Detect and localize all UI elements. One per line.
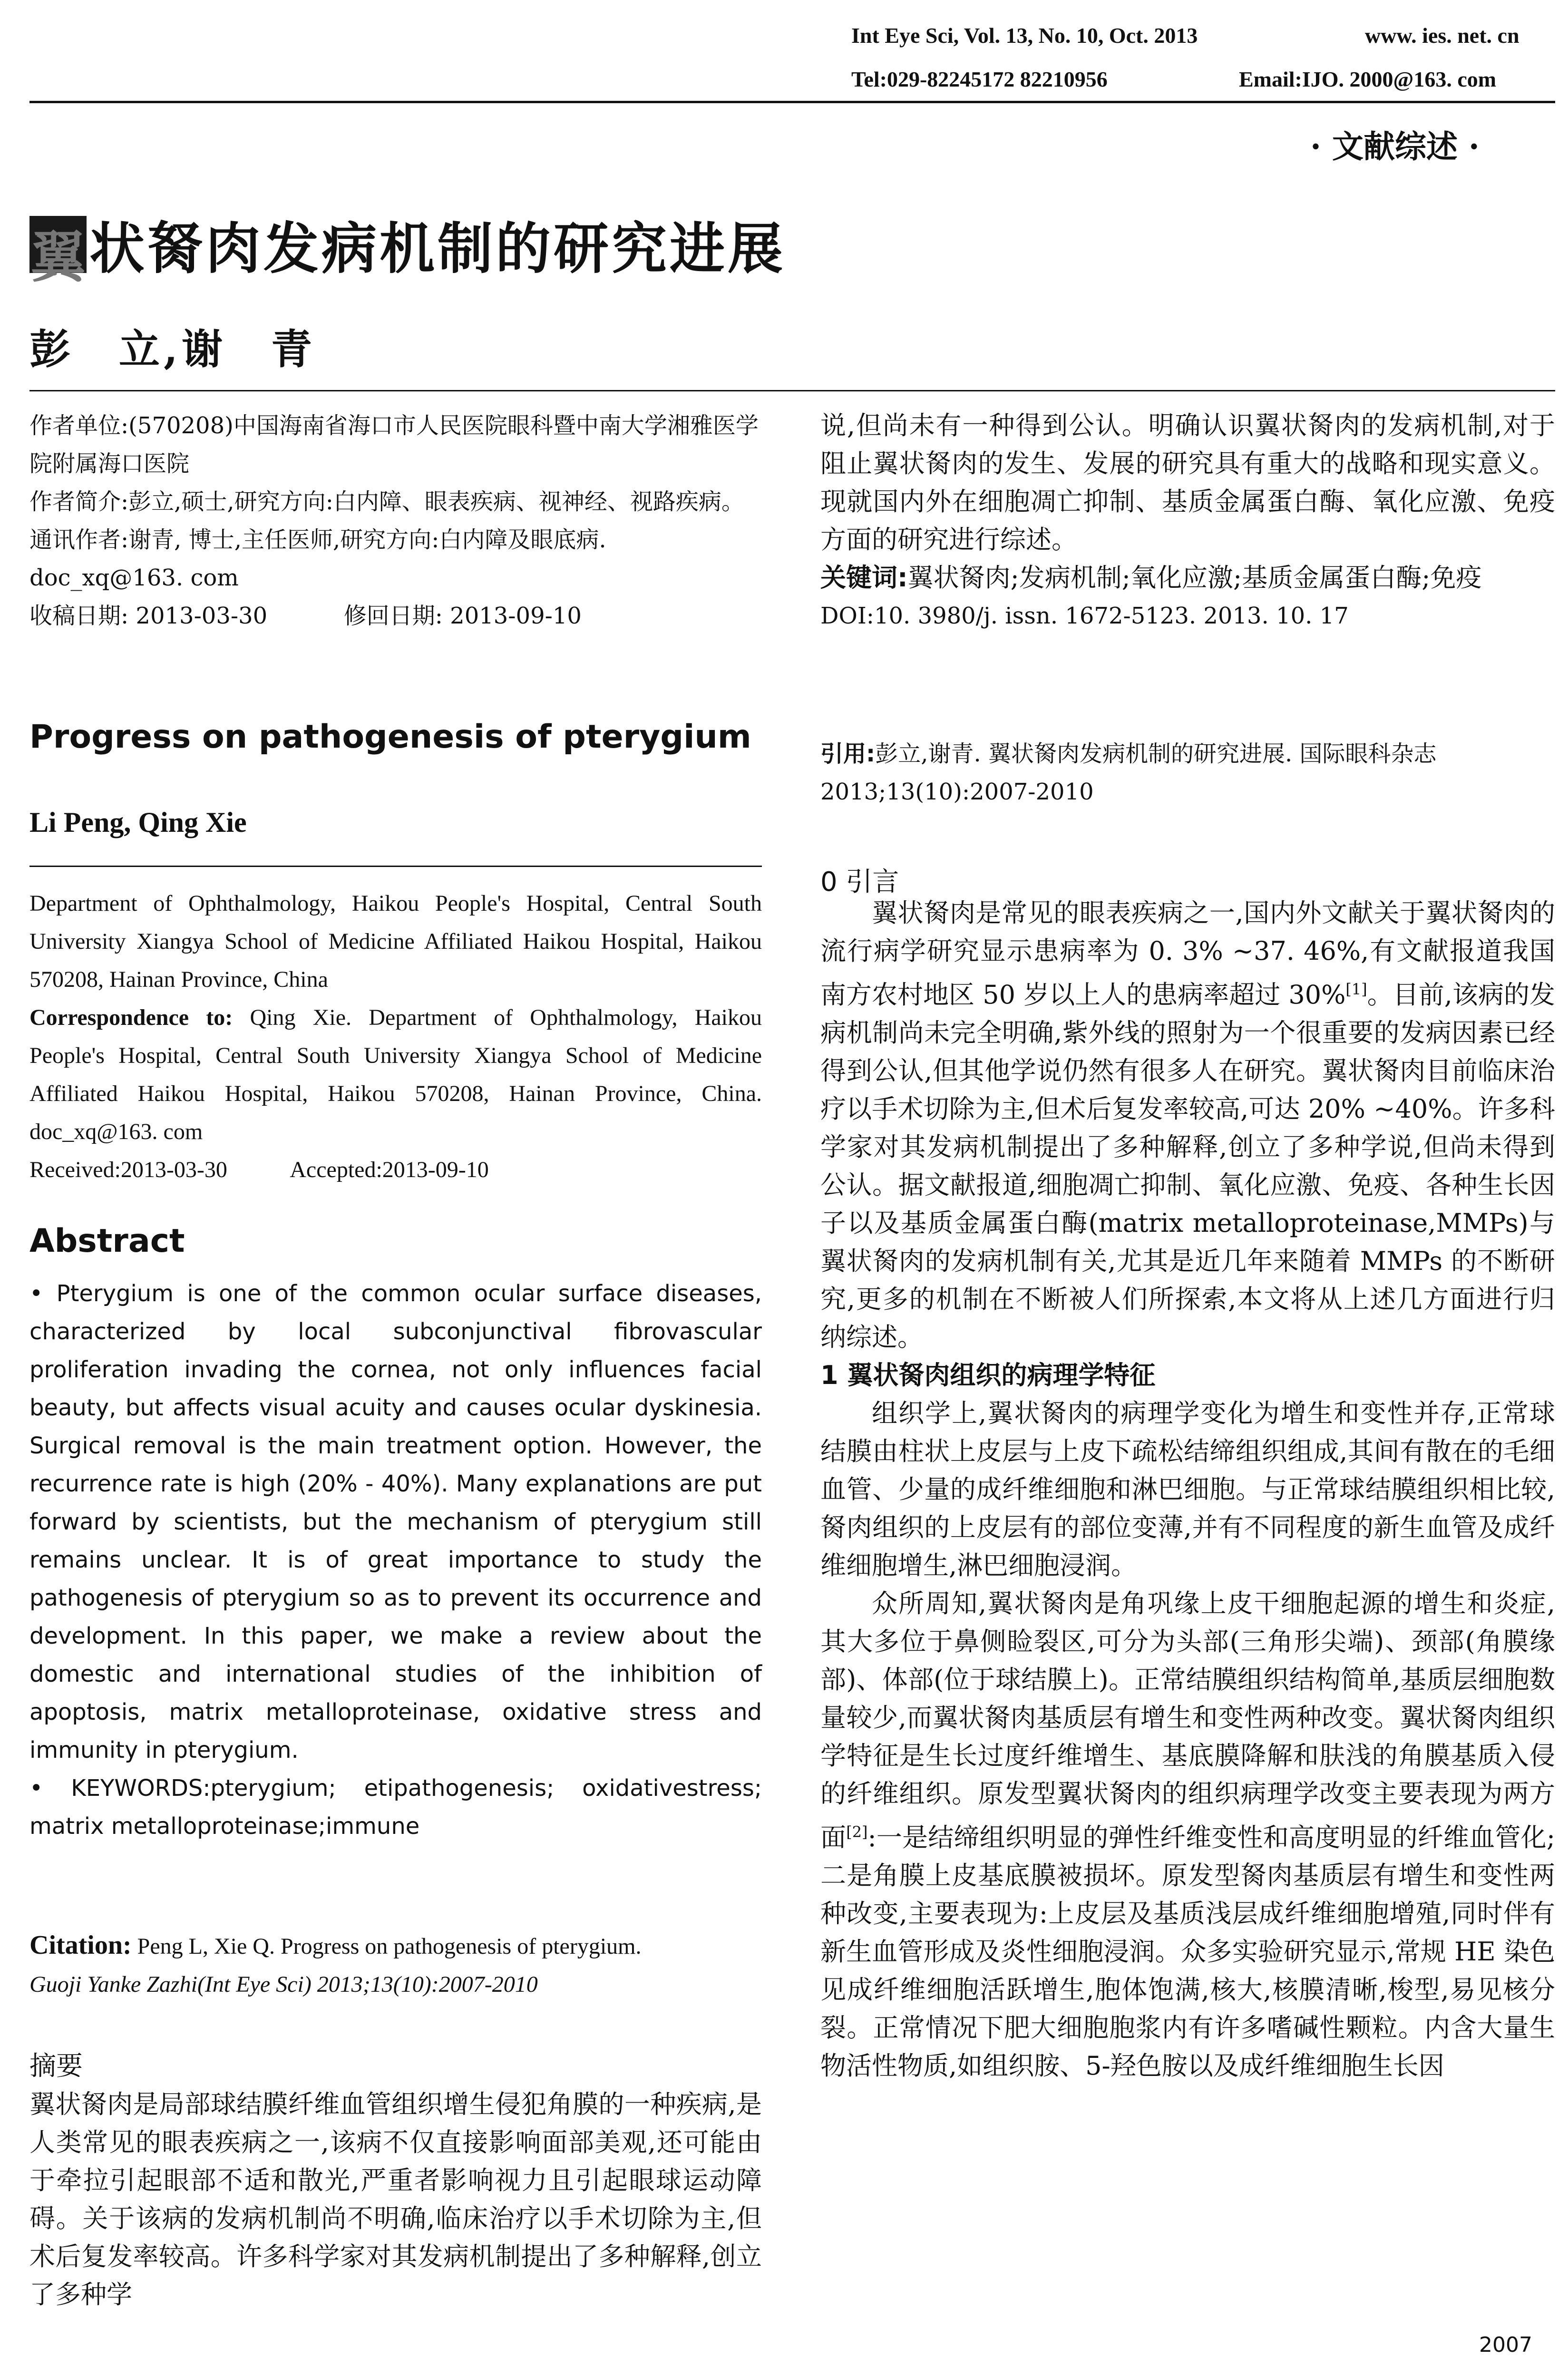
english-accepted: Accepted:2013-09-10 <box>290 1157 489 1182</box>
article-title <box>29 205 786 290</box>
zh-keywords-text: 翼状胬肉;发病机制;氧化应激;基质金属蛋白酶;免疫 <box>907 563 1482 593</box>
journal-info: Int Eye Sci, Vol. 13, No. 10, Oct. 2013 <box>851 23 1198 48</box>
title-initial-block <box>29 216 88 290</box>
zh-keywords <box>820 559 1555 597</box>
citation-en <box>29 1926 771 2004</box>
journal-website[interactable]: www. ies. net. cn <box>1365 23 1519 48</box>
revised-cn: 修回日期: 2013-09-10 <box>343 603 582 629</box>
right-column-top <box>820 407 1555 635</box>
author-info-block <box>29 407 762 635</box>
ref-2[interactable]: [2] <box>846 1823 868 1841</box>
paragraph-2: 众所周知,翼状胬肉是角巩缘上皮干细胞起源的增生和炎症,其大多位于鼻侧睑裂区,可分为头部(三角形尖端)、颈部(角膜缘部)、体部(位于球结膜上)。正常结膜组织结构简单,基质层细胞数量较少,而翼状胬肉基质层有增生和变性两种改变。翼状胬肉组织学特征是生长过度纤维增生、基底膜降解和肤浅的角膜基质入侵的纤维组织。原发型翼状胬肉的组织病理学改变主要表现为两方面[2]:一是结缔组织明显的弹性纤维变性和高度明显的纤维血管化;二是角膜上皮基底膜被损坏。原发型胬肉基质层有增生和变性两种改变,主要表现为:上皮层及基质浅层成纤维细胞增殖,同时伴有新生血管形成及炎性细胞浸润。众多实验研究显示,常规 HE 染色见成纤维细胞活跃增生,胞体饱满,核大,核膜清晰,梭型,易见核分裂。正常情况下肥大细胞胞浆内有许多嗜碱性颗粒。内含大量生物活性物质,如组织胺、5-羟色胺以及成纤维细胞生长因 <box>820 1588 1556 2081</box>
journal-tel: Tel:029-82245172 82210956 <box>851 67 1108 91</box>
abstract-heading: Abstract <box>29 1222 185 1260</box>
ref-1[interactable]: [1] <box>1345 980 1367 998</box>
zh-abstract-body: 翼状胬肉是局部球结膜纤维血管组织增生侵犯角膜的一种疾病,是人类常见的眼表疾病之一,该病不仅直接影响面部美观,还可能由于牵拉引起眼部不适和散光,严重者影响视力且引起眼球运动障碍。关于该病的发病机制尚不明确,临床治疗以手术切除为主,但术后复发率较高。许多科学家对其发病机制提出了多种解释,创立了多种学 <box>29 2089 762 2309</box>
zh-citation-text: 彭立,谢青. 翼状胬肉发病机制的研究进展. 国际眼科杂志 2013;13(10):2007-2010 <box>820 740 1437 805</box>
zh-citation-label: 引用: <box>820 740 876 767</box>
english-received: Received:2013-03-30 <box>29 1157 227 1182</box>
zh-citation <box>820 735 1555 811</box>
title-first-char: 翼 <box>30 224 88 290</box>
section-0-heading: 0 引言 <box>820 867 899 897</box>
citation-text-1: Peng L, Xie Q. Progress on pathogenesis of pterygium. <box>137 1934 642 1959</box>
header-rule <box>29 101 1555 103</box>
english-authors-rule <box>29 866 762 867</box>
doi[interactable]: DOI:10. 3980/j. issn. 1672-5123. 2013. 10. 17 <box>820 603 1349 629</box>
citation-text-2: Guoji Yanke Zazhi(Int Eye Sci) 2013;13(10):2007-2010 <box>29 1972 538 1997</box>
correspondence-text: Qing Xie. Department of Ophthalmology, Haikou People's Hospital, Central South University Xiangya School of Medicine Affiliated Haikou Hospital, Haikou 570208, Hainan Province, China. doc_xq@163. com <box>29 1005 762 1144</box>
paragraph-intro: 翼状胬肉是常见的眼表疾病之一,国内外文献关于翼状胬肉的流行病学研究显示患病率为 0. 3% ~37. 46%,有文献报道我国南方农村地区 50 岁以上人的患病率超过 30%[1]。目前,该病的发病机制尚未完全明确,紫外线的照射为一个很重要的发病因素已经得到公认,但其他学说仍然有很多人在研究。翼状胬肉目前临床治疗以手术切除为主,但术后复发率较高,可达 20% ~40%。许多科学家对其发病机制提出了多种解释,创立了多种学说,但尚未得到公认。据文献报道,细胞凋亡抑制、氧化应激、免疫、各种生长因子以及基质金属蛋白酶(matrix metalloproteinase,MMPs)与翼状胬肉的发病机制有关,尤其是近几年来随着 MMPs 的不断研究,更多的机制在不断被人们所探索,本文将从上述几方面进行归纳综述。 <box>820 898 1555 1352</box>
english-affiliation: Department of Ophthalmology, Haikou People's Hospital, Central South University Xiangya School of Medicine Affiliated Haikou Hospital, Haikou 570208, Hainan Province, China <box>29 891 762 992</box>
citation-label: Citation: <box>29 1930 132 1960</box>
section-tag: · 文献综述 · <box>1310 128 1480 165</box>
english-title: Progress on pathogenesis of pterygium <box>29 718 751 756</box>
section-1-heading: 1 翼状胬肉组织的病理学特征 <box>820 1360 1156 1390</box>
journal-email[interactable]: Email:IJO. 2000@163. com <box>1239 67 1497 91</box>
received-cn: 收稿日期: 2013-03-30 <box>29 603 268 629</box>
abstract-block <box>29 1275 762 1845</box>
correspondence-label: Correspondence to: <box>29 1005 233 1030</box>
zh-abstract-continued: 说,但尚未有一种得到公认。明确认识翼状胬肉的发病机制,对于阻止翼状胬肉的发生、发展的研究具有重大的战略和现实意义。现就国内外在细胞凋亡抑制、基质金属蛋白酶、氧化应激、免疫方面的研究进行综述。 <box>820 410 1555 555</box>
english-correspondence <box>29 999 762 1151</box>
title-text: 状胬肉发病机制的研究进展 <box>89 216 786 281</box>
abstract-body: • Pterygium is one of the common ocular surface diseases, characterized by local subconjunctival fibrovascular proliferation invading the cornea, not only influences facial beauty, but affects visual acuity and causes ocular dyskinesia. Surgical removal is the main treatment option. However, the recurrence rate is high (20% - 40%). Many explanations are put forward by scientists, but the mechanism of pterygium still remains unclear. It is of great importance to study the pathogenesis of pterygium so as to prevent its occurrence and development. In this paper, we make a review about the domestic and international studies of the inhibition of apoptosis, matrix metalloproteinase, oxidative stress and immunity in pterygium. <box>29 1280 762 1763</box>
page-number: 2007 <box>1479 2333 1532 2357</box>
zh-abstract-heading: 摘要 <box>29 2051 83 2082</box>
paragraph-1: 组织学上,翼状胬肉的病理学变化为增生和变性并存,正常球结膜由柱状上皮层与上皮下疏松结缔组织组成,其间有散在的毛细血管、少量的成纤维细胞和淋巴细胞。与正常球结膜组织相比较,胬肉组织的上皮层有的部位变薄,并有不同程度的新生血管及成纤维细胞增生,淋巴细胞浸润。 <box>820 1398 1555 1580</box>
body-text <box>820 894 1555 2085</box>
abstract-keywords: • KEYWORDS:pterygium; etipathogenesis; oxidativestress; matrix metalloproteinase;immune <box>29 1775 762 1840</box>
author-intro: 作者简介:彭立,硕士,研究方向:白内障、眼表疾病、视神经、视路疾病。 <box>29 488 744 515</box>
author-unit: 作者单位:(570208)中国海南省海口市人民医院眼科暨中南大学湘雅医学院附属海口医院 <box>29 412 759 477</box>
english-dates <box>29 1151 762 1189</box>
english-authors: Li Peng, Qing Xie <box>29 807 247 838</box>
authors-rule <box>29 390 1555 391</box>
author-corr: 通讯作者:谢青, 博士,主任医师,研究方向:白内障及眼底病. doc_xq@163. com <box>29 526 606 591</box>
dates-cn <box>29 597 762 635</box>
authors-cn: 彭 立,谢 青 <box>29 325 316 373</box>
zh-keywords-label: 关键词: <box>820 563 908 593</box>
english-affiliation-block <box>29 885 762 1189</box>
